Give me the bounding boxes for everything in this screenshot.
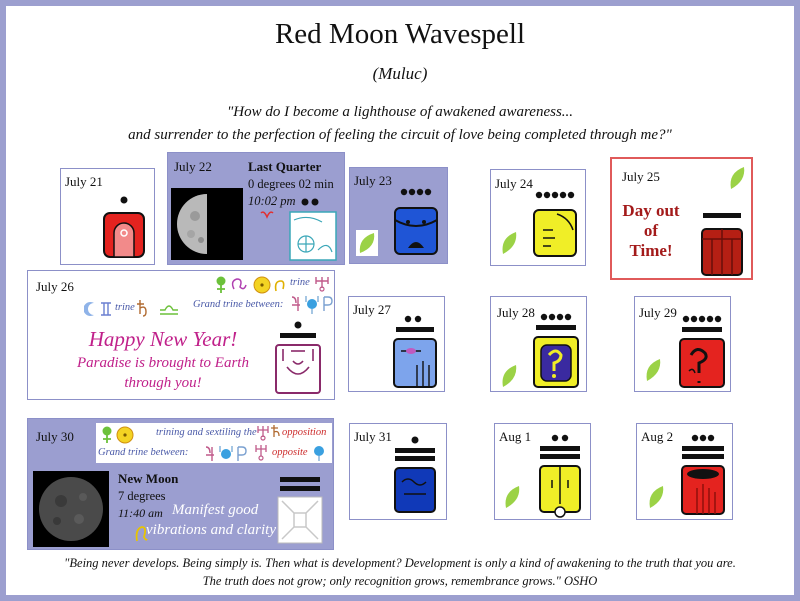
venus-icon — [217, 277, 226, 294]
yellow-sun-glyph — [529, 313, 583, 391]
special-line-1: Day out — [622, 201, 680, 220]
yellow-star-glyph — [535, 434, 585, 518]
trine-label-top: trine — [290, 277, 310, 288]
day-date: July 27 — [353, 302, 391, 317]
intro-quote-line-2: and surrender to the perfection of feeling the circuit of love being completed through me?" — [128, 127, 672, 143]
moon-degrees: 0 degrees 02 min — [248, 177, 334, 191]
opposite-label: opposite — [272, 447, 308, 458]
dots-icon — [300, 197, 322, 207]
moon-phase-label: Last Quarter — [248, 159, 322, 174]
yellow-seed-glyph — [529, 190, 581, 260]
grand-trine-label: Grand trine between: — [98, 447, 189, 458]
moon-degrees: 7 degrees — [118, 489, 166, 503]
uranus-saturn-icon — [256, 423, 282, 441]
special-line-3: Time! — [629, 241, 673, 260]
red-skywalker-glyph — [698, 211, 746, 277]
day-date: July 29 — [639, 305, 677, 320]
white-worldbridger-glyph — [276, 475, 324, 545]
day-card-july-28[interactable] — [490, 296, 587, 392]
day-date: July 31 — [354, 429, 392, 444]
blue-storm-glyph — [389, 315, 441, 391]
saturn-libra-icon — [136, 298, 182, 318]
leaf-icon — [503, 484, 521, 510]
message-line-2: through you! — [124, 375, 202, 391]
leaf-icon — [500, 363, 518, 389]
day-card-july-31[interactable] — [349, 423, 447, 520]
blue-hand-glyph — [390, 436, 440, 516]
day-card-july-29[interactable] — [634, 296, 731, 392]
moon-time: 11:40 am — [118, 506, 163, 520]
moon-gemini-icon — [84, 301, 114, 317]
day-card-july-21[interactable] — [60, 168, 155, 265]
moon-time: 10:02 pm — [248, 194, 296, 208]
leaf-icon — [500, 230, 518, 256]
jupiter-neptune-pluto-icon — [204, 443, 248, 463]
jupiter-neptune-pluto-icon — [290, 293, 334, 315]
day-date: July 21 — [65, 174, 103, 189]
neptune-icon — [312, 443, 326, 461]
day-date: July 24 — [495, 176, 533, 191]
uranus-icon — [254, 443, 268, 461]
day-card-july-27[interactable] — [348, 296, 445, 392]
grand-trine-label: Grand trine between: — [193, 299, 284, 310]
white-wind-glyph — [288, 210, 338, 262]
day-date: July 25 — [622, 169, 660, 184]
day-card-july-30[interactable] — [27, 418, 334, 550]
opposition-label: opposition — [282, 427, 327, 438]
leaf-icon — [647, 484, 665, 510]
footer-quote-line-2: The truth does not grow; only recognition grows, remembrance grows." OSHO — [202, 574, 598, 588]
footer-quote-line-1: "Being never develops. Being simply is. Then what is development? Development is only a kind of awakening to the truth that you are. — [64, 556, 736, 570]
leo-icon — [233, 279, 246, 289]
white-mirror-glyph — [271, 321, 325, 397]
day-date: Aug 2 — [641, 429, 674, 444]
moon-phase-label: New Moon — [118, 471, 179, 486]
trine-label-left: trine — [115, 302, 135, 313]
message-line-1: Paradise is brought to Earth — [77, 355, 249, 371]
red-moon-glyph — [99, 195, 149, 259]
leaf-icon — [644, 357, 662, 383]
day-card-july-26[interactable] — [27, 270, 335, 400]
red-dragon-glyph — [675, 315, 729, 391]
leaf-icon — [356, 230, 378, 256]
day-date: July 22 — [174, 159, 212, 174]
venus-sun-moon-icons — [100, 425, 156, 445]
day-date: Aug 1 — [499, 429, 532, 444]
day-date: July 28 — [497, 305, 535, 320]
moon-icon — [171, 188, 243, 260]
manifest-line-1: Manifest good — [172, 502, 259, 518]
day-card-july-24[interactable] — [490, 169, 586, 266]
day-date: July 26 — [36, 279, 74, 294]
uranus-icon — [313, 274, 331, 292]
day-card-july-23[interactable] — [349, 167, 448, 264]
special-line-2: of — [643, 221, 659, 240]
intro-quote-line-1: "How do I become a lighthouse of awakened awareness... — [226, 104, 574, 120]
manifest-line-2: vibrations and clarity — [146, 522, 276, 538]
blue-night-glyph — [390, 188, 442, 258]
red-earth-glyph — [677, 434, 729, 518]
leo-icon-2 — [276, 281, 284, 291]
page-title: Red Moon Wavespell — [274, 18, 526, 50]
day-card-aug-2[interactable] — [636, 423, 733, 520]
sun-icon — [254, 277, 270, 293]
day-date: July 23 — [354, 173, 392, 188]
day-out-of-time-label — [612, 201, 690, 261]
greeting-text: Happy New Year! — [88, 327, 238, 351]
aspect-text: trining and sextiling the — [156, 427, 257, 438]
aries-icon — [260, 211, 274, 223]
new-moon-icon — [33, 471, 109, 547]
leaf-icon — [728, 165, 746, 191]
page-subtitle: (Muluc) — [372, 64, 428, 83]
day-date: July 30 — [36, 429, 74, 444]
day-card-aug-1[interactable] — [494, 423, 591, 520]
day-card-july-22[interactable] — [167, 152, 345, 265]
day-card-july-25[interactable] — [610, 157, 753, 280]
